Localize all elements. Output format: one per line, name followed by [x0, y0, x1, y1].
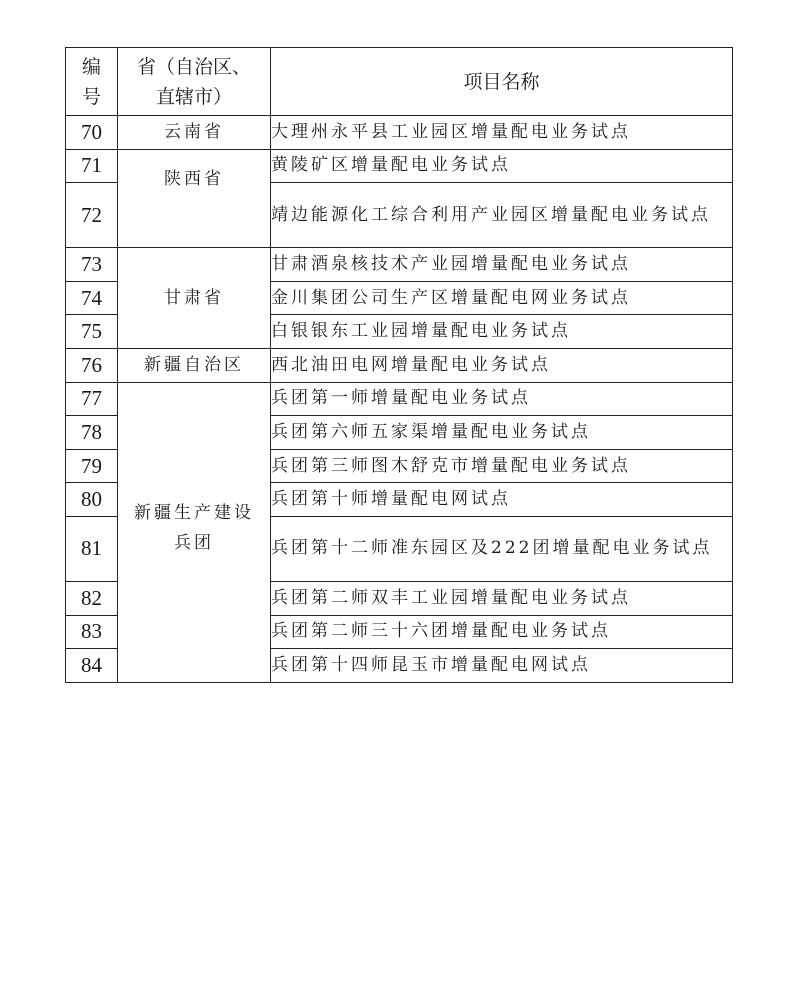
header-province-line1: 省（自治区、 — [136, 55, 251, 78]
project-name: 西北油田电网增量配电业务试点 — [271, 348, 733, 382]
row-number: 73 — [66, 248, 118, 282]
row-number: 74 — [66, 281, 118, 315]
project-name: 大理州永平县工业园区增量配电业务试点 — [271, 116, 733, 150]
province-cell: 新疆自治区 — [118, 348, 271, 382]
header-number-line1: 编 — [81, 55, 101, 78]
province-label-line1: 新疆生产建设 — [134, 503, 254, 524]
project-name: 黄陵矿区增量配电业务试点 — [271, 149, 733, 183]
table-row — [66, 248, 733, 282]
table-header-row — [66, 48, 733, 116]
header-province-line2: 直辖市） — [155, 85, 232, 108]
row-number: 84 — [66, 649, 118, 683]
row-number: 83 — [66, 615, 118, 649]
project-name: 兵团第六师五家渠增量配电业务试点 — [271, 416, 733, 450]
table-row — [66, 149, 733, 183]
project-name: 兵团第二师三十六团增量配电业务试点 — [271, 615, 733, 649]
header-province — [118, 48, 271, 116]
row-number: 71 — [66, 149, 118, 183]
project-name: 白银银东工业园增量配电业务试点 — [271, 315, 733, 349]
table-row — [66, 116, 733, 150]
province-cell: 陕西省 — [118, 149, 271, 248]
row-number: 78 — [66, 416, 118, 450]
project-name: 甘肃酒泉核技术产业园增量配电业务试点 — [271, 248, 733, 282]
row-number: 79 — [66, 449, 118, 483]
row-number: 70 — [66, 116, 118, 150]
header-number — [66, 48, 118, 116]
project-name: 兵团第十二师准东园区及222团增量配电业务试点 — [271, 516, 733, 581]
project-name: 兵团第一师增量配电业务试点 — [271, 382, 733, 416]
header-number-line2: 号 — [81, 85, 101, 108]
project-name: 兵团第二师双丰工业园增量配电业务试点 — [271, 581, 733, 615]
row-number: 81 — [66, 516, 118, 581]
table-row — [66, 348, 733, 382]
row-number: 80 — [66, 483, 118, 517]
row-number: 72 — [66, 183, 118, 248]
project-name: 金川集团公司生产区增量配电网业务试点 — [271, 281, 733, 315]
project-name: 兵团第十四师昆玉市增量配电网试点 — [271, 649, 733, 683]
project-name: 靖边能源化工综合利用产业园区增量配电业务试点 — [271, 183, 733, 248]
province-cell — [118, 382, 271, 682]
project-name: 兵团第三师图木舒克市增量配电业务试点 — [271, 449, 733, 483]
project-name: 兵团第十师增量配电网试点 — [271, 483, 733, 517]
province-cell: 甘肃省 — [118, 248, 271, 349]
row-number: 76 — [66, 348, 118, 382]
province-cell: 云南省 — [118, 116, 271, 150]
header-project-name: 项目名称 — [271, 48, 733, 116]
row-number: 77 — [66, 382, 118, 416]
province-label-line2: 兵团 — [174, 533, 214, 554]
row-number: 75 — [66, 315, 118, 349]
row-number: 82 — [66, 581, 118, 615]
table-row — [66, 382, 733, 416]
pilot-projects-table — [65, 47, 733, 683]
